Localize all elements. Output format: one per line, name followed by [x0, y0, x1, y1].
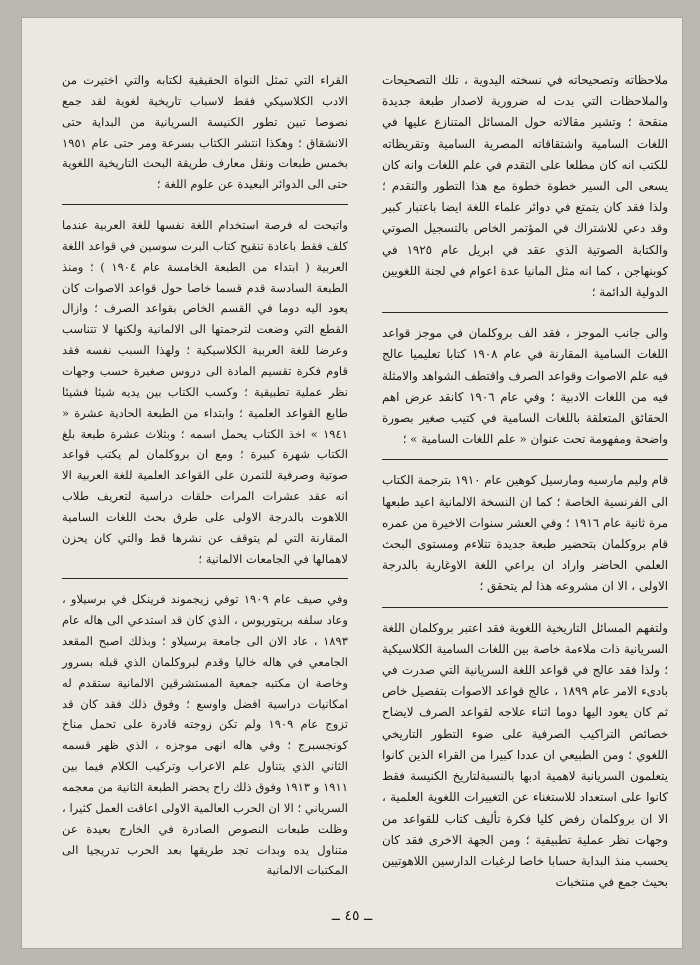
section-divider: [62, 195, 348, 215]
paragraph: ولتفهم المسائل التاريخية اللغوية فقد اعتبر بروكلمان اللغة السريانية ذات ملاءمة خاصة بين اللغات السامية الكلاسيكية ؛ ولذا فقد عالج في قواعد اللغة السريانية التي صدرت في بادىء الامر عام ١٨٩٩ ، عالج قواعد الاصوات بتفصيل خاص ثم كان يعود اليها دوما اثناء علاجه لقواعد الصرف لايضاح خصائص التراكيب الصرفية على ضوء التطور التاريخي اللغوي ؛ ومن الطبيعي ان عددا كبيرا من القراء الذين كانوا يتعلمون السريانية لاهمية ادبها بالنسبةلتاريخ الكنيسة فقط كانوا على استعداد للاستغناء عن التغييرات اللغوية العلمية ، الا ان بروكلمان رفض كليا فكرة تأليف كتاب للقواعد من وجهات نظر عملية تطبيقية ؛ ومن الجهة الاخرى فقد كان يحسب منذ البداية حسابا خاصا لرغبات الدارسين اللاهوتيين بحيث جمع في منتخبات: [382, 620, 668, 890]
paragraph: والى جانب الموجز ، فقد الف بروكلمان في موجز قواعد اللغات السامية المقارنة في عام ١٩٠٨ كتابا تعليميا عالج فيه علم الاصوات وقواعد الصرف واقتطف الشواهد والامثلة فيه من اللغات الادبية ؛ وفي عام ١٩٠٦ كانقد عرض اهم الحقائق المتعلقة باللغات السامية في كتيب صغير بصورة واضحة ومفهومة تحت عنوان « علم اللغات السامية » ؛: [382, 326, 668, 447]
section-divider: [62, 569, 348, 589]
page-number: ــ ٤٥ ــ: [331, 908, 373, 924]
section-divider: [382, 303, 668, 323]
paragraph: وفي صيف عام ١٩٠٩ توفي زيجموند فرينكل في برسيلاو ، وعاد سلفه بريتوريوس ، الذي كان قد استدعي الى هاله عام ١٨٩٣ ، عاد الان الى جامعة برسيلاو ؛ وبذلك اصبح المقعد الجامعي في هاله خاليا وقدم لبروكلمان الذي قبله بسرور وخاصة ان مكتبه جمعية المستشرقين الالمانية ستقدم له امكانيات دراسية افضل واوسع ؛ وفوق ذلك فقد كان قد تزوج عام ١٩٠٩ ولم تكن زوجته قادرة على تحمل مناخ كونجسبرج ؛ وفي هاله انهى موجزه ، الذي ظهر قسمه الثاني الذي يتناول علم الاعراب وتركيب الكلام فيما بين ١٩١١ و ١٩١٣ وفوق ذلك راح يحضر الطبعة الثانية من معجمه السرياني ؛ الا ان الحرب العالمية الاولى اعاقت العمل كثيرا ، وظلت طبعات النصوص الصادرة في الخارج بعيدة عن متناول يده وبدات تجد طريقها بعد الحرب تدريجيا الى المكتبات الالمانية: [62, 592, 348, 878]
right-column: [382, 70, 668, 893]
document-page: [22, 18, 682, 948]
left-column: [62, 70, 348, 881]
paragraph: ملاحظاته وتصحيحاته في نسخته اليدوية ، تلك التصحيحات والملاحظات التي بدت له ضرورية لاصدار طبعة جديدة منقحة ؛ وتشير مقالاته حول المسائل المتنازع عليها في اللغات السامية واشتقاقاته المصرية السامية وتقريظاته للكتب انه كان مطلعا على التقدم في علم اللغات وانه كان يسعى الى السير خطوة خطوة مع هذا التطور والتقدم ؛ ولذا فقد كان يتمتع في دوائر علماء اللغة ايضا باعتبار كبير وقد دعي للاشتراك في المؤتمر الخاص بالتسجيل الصوتي والكتابة الصوتية الذي عقد في ابريل عام ١٩٢٥ في كوبنهاجن ، كما انه مثل المانيا عدة اعوام في لجنة اللغويين الدولية الدائمة ؛: [382, 73, 668, 300]
paragraph: واتيحت له فرصة استخدام اللغة نفسها للغة العربية عندما كلف فقط باعادة تنقيح كتاب البرت سوسين في قواعد اللغة العربية ( ابتداء من الطبعة الخامسة عام ١٩٠٤ ) ؛ ومنذ الطبعة السادسة قدم قسما خاصا حول قواعد الاصوات كان يعود اليه دوما في القسم الخاص بقواعد الصرف ؛ وازال القطع التي وضعت لترجمتها الى الالمانية ولكنها لا تتناسب وعرضا للغة العربية الكلاسيكية ؛ ولهذا السبب نفسه فقد قاوم فكرة تقسيم المادة الى دروس صغيرة حسب وجهات نظر عملية تطبيقية ؛ وكسب الكتاب بين يديه شيئا فشيئا طابع القواعد العلمية ؛ وابتداء من الطبعة الحادية عشرة « ١٩٤١ » اخذ الكتاب يحمل اسمه ؛ وبثلاث عشرة طبعة بلغ الكتاب شهرة كبيرة ؛ ومع ان بروكلمان لم يكتب قواعد صوتية وصرفية للتمرن على القواعد العلمية للغة العربية الا انه عقد عشرات المرات حلقات دراسية لتعريف طلاب اللاهوت بالدرجة الاولى على طرق بحث اللغات السامية المقارنة التي لم يتوقف عن نشرها قط والتي كان يحزن لاهمالها في الجامعات الالمانية ؛: [62, 218, 348, 566]
paragraph: القراء التي تمثل النواة الحقيقية لكتابه والتي اختيرت من الادب الكلاسيكي فقط لاسباب تاريخية لغوية لقد جمع نصوصا تبين تطور الكنيسة السريانية من البداية حتى الانشقاق ؛ وهكذا انتشر الكتاب بسرعة ومر حتى عام ١٩٥١ بخمس طبعات ونقل معارف طريقة البحث التاريخية اللغوية حتى الى الدوائر البعيدة عن علوم اللغة ؛: [62, 73, 348, 192]
paragraph: قام وليم مارسيه ومارسيل كوهين عام ١٩١٠ بترجمة الكتاب الى الفرنسية الخاصة ؛ كما ان النسخة الالمانية اعيد طبعها مرة ثانية عام ١٩١٦ ؛ وفي العشر سنوات الاخيرة من عمره قام بروكلمان بتحضير طبعة جديدة تتلاءم ومستوى البحث العلمي الحاضر واراد ان يراعي اللغة الاوغارية بالدرجة الاولى ، الا ان مشروعه هذا لم يتحقق ؛: [382, 473, 668, 594]
section-divider: [382, 598, 668, 618]
section-divider: [382, 450, 668, 470]
